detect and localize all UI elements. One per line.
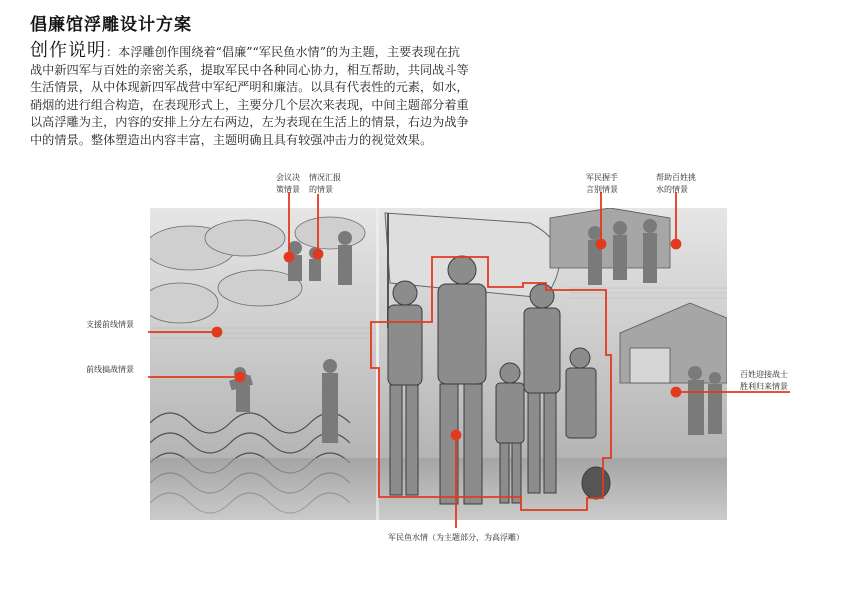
callout-support-front: 支援前线情景 (86, 320, 134, 329)
callout-main-theme: 军民鱼水情（为主题部分，为高浮雕） (388, 533, 524, 542)
description-lead: 创作说明 (30, 40, 106, 61)
callout-report: 情况汇报 的情景 (309, 173, 341, 194)
callout-frontline: 前线搞战情景 (86, 365, 134, 374)
page-title: 倡廉馆浮雕设计方案 (30, 15, 192, 35)
description-text: ：本浮雕创作围绕着“倡廉”“军民鱼水情”的为主题，主要表现在抗战中新四军与百姓的亲密关系，提取军民中各种同心协力，相互帮助，共同战斗等生活情景，从中体现新四军战营中军纪严明和廉洁。以具有代表性的元素，如水，硝烟的进行组合构造，在表现形式上，主要分几个层次来表现，中间主题部分着重以高浮雕为主，内容的安排上分左右两边，左为表现在生活上的情景，右边为战争中的情景。整体塑造出内容丰富，主题明确且具有较强冲击力的视觉效果。 (30, 45, 469, 147)
callout-handshake: 军民握手 言别情景 (586, 173, 618, 194)
callout-meeting: 会议决 策情景 (276, 173, 300, 194)
callout-help-water: 帮助百姓挑 水的情景 (656, 173, 696, 194)
main-theme-outline (371, 257, 611, 510)
callout-welcome: 百姓迎接战士 胜利归来情景 (740, 370, 788, 391)
